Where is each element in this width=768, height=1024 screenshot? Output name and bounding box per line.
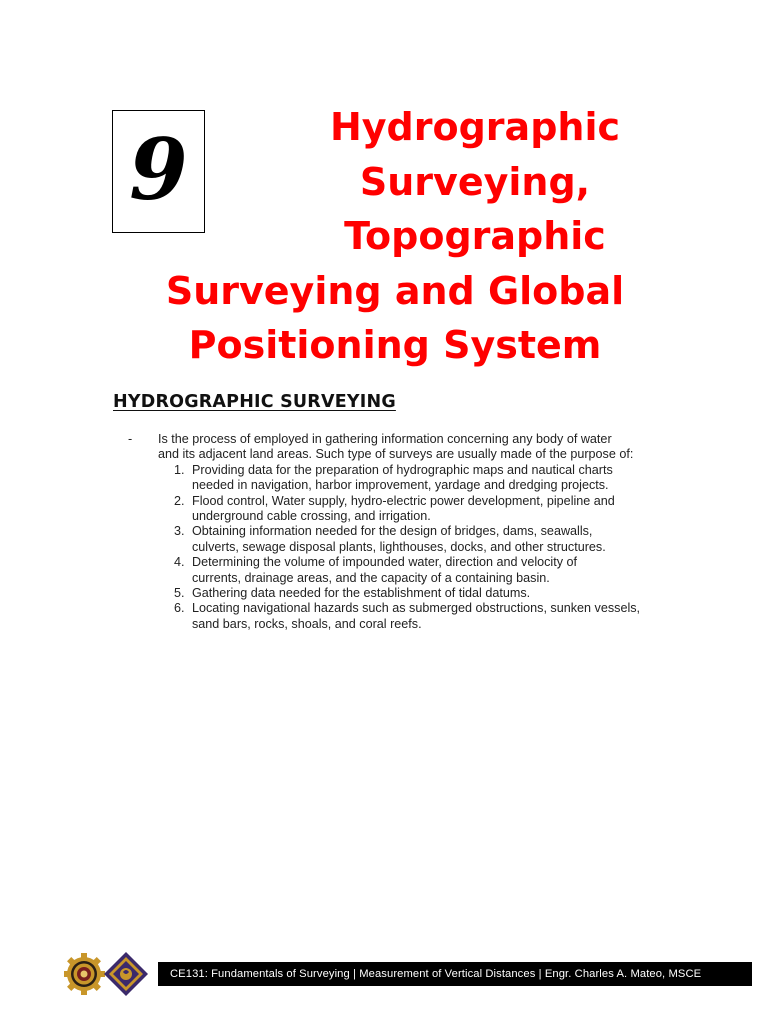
university-seals: [64, 950, 154, 998]
list-item: [174, 494, 688, 525]
purpose-list: [174, 463, 688, 632]
section-body: [128, 432, 688, 632]
list-item-line: Flood control, Water supply, hydro-electric power development, pipeline and: [192, 493, 615, 508]
diamond-seal-icon: [104, 952, 148, 996]
chapter-title: [130, 100, 660, 373]
list-item: [174, 555, 688, 586]
title-line-2: Surveying,: [359, 159, 591, 204]
list-item-line: Obtaining information needed for the design of bridges, dams, seawalls,: [192, 524, 593, 539]
list-item: [174, 601, 688, 632]
section-heading: HYDROGRAPHIC SURVEYING: [113, 392, 396, 412]
list-item: [174, 524, 688, 555]
title-line-3: Topographic: [344, 214, 606, 258]
list-item: [174, 586, 688, 601]
list-item-line: sand bars, rocks, shoals, and coral reefs.: [192, 616, 422, 631]
list-item-line: underground cable crossing, and irrigation.: [192, 509, 431, 524]
intro-paragraph: [158, 432, 688, 463]
list-item-line: currents, drainage areas, and the capacity of a containing basin.: [192, 570, 550, 585]
list-item: [174, 463, 688, 494]
list-item-number: 3.: [174, 524, 185, 539]
footer-bar: CE131: Fundamentals of Surveying | Measurement of Vertical Distances | Engr. Charles A. Mateo, MSCE: [158, 962, 752, 986]
list-item-number: 1.: [174, 462, 185, 477]
list-item-number: 4.: [174, 555, 185, 570]
list-item-number: 5.: [174, 586, 185, 601]
title-line-5: Positioning System: [188, 323, 602, 367]
list-item-number: 2.: [174, 493, 185, 508]
chapter-number: 9: [129, 119, 188, 219]
footer-logos: [64, 950, 154, 998]
list-item-line: culverts, sewage disposal plants, lighthouses, docks, and other structures.: [192, 539, 606, 554]
list-item-line: Locating navigational hazards such as submerged obstructions, sunken vessels,: [192, 601, 641, 616]
intro-line: Is the process of employed in gathering information concerning any body of water: [158, 432, 612, 446]
list-item-line: Gathering data needed for the establishment of tidal datums.: [192, 586, 531, 601]
title-line-1: Hydrographic: [329, 105, 620, 149]
list-item-line: Determining the volume of impounded water, direction and velocity of: [192, 555, 578, 570]
list-item-number: 6.: [174, 601, 185, 616]
list-item-line: Providing data for the preparation of hydrographic maps and nautical charts: [192, 462, 613, 477]
intro-line: and its adjacent land areas. Such type of surveys are usually made of the purpose of:: [158, 447, 634, 462]
bullet-marker: -: [128, 432, 133, 446]
title-line-4: Surveying and Global: [165, 268, 625, 313]
gear-seal-icon: [64, 953, 105, 995]
list-item-line: needed in navigation, harbor improvement, yardage and dredging projects.: [192, 478, 609, 493]
